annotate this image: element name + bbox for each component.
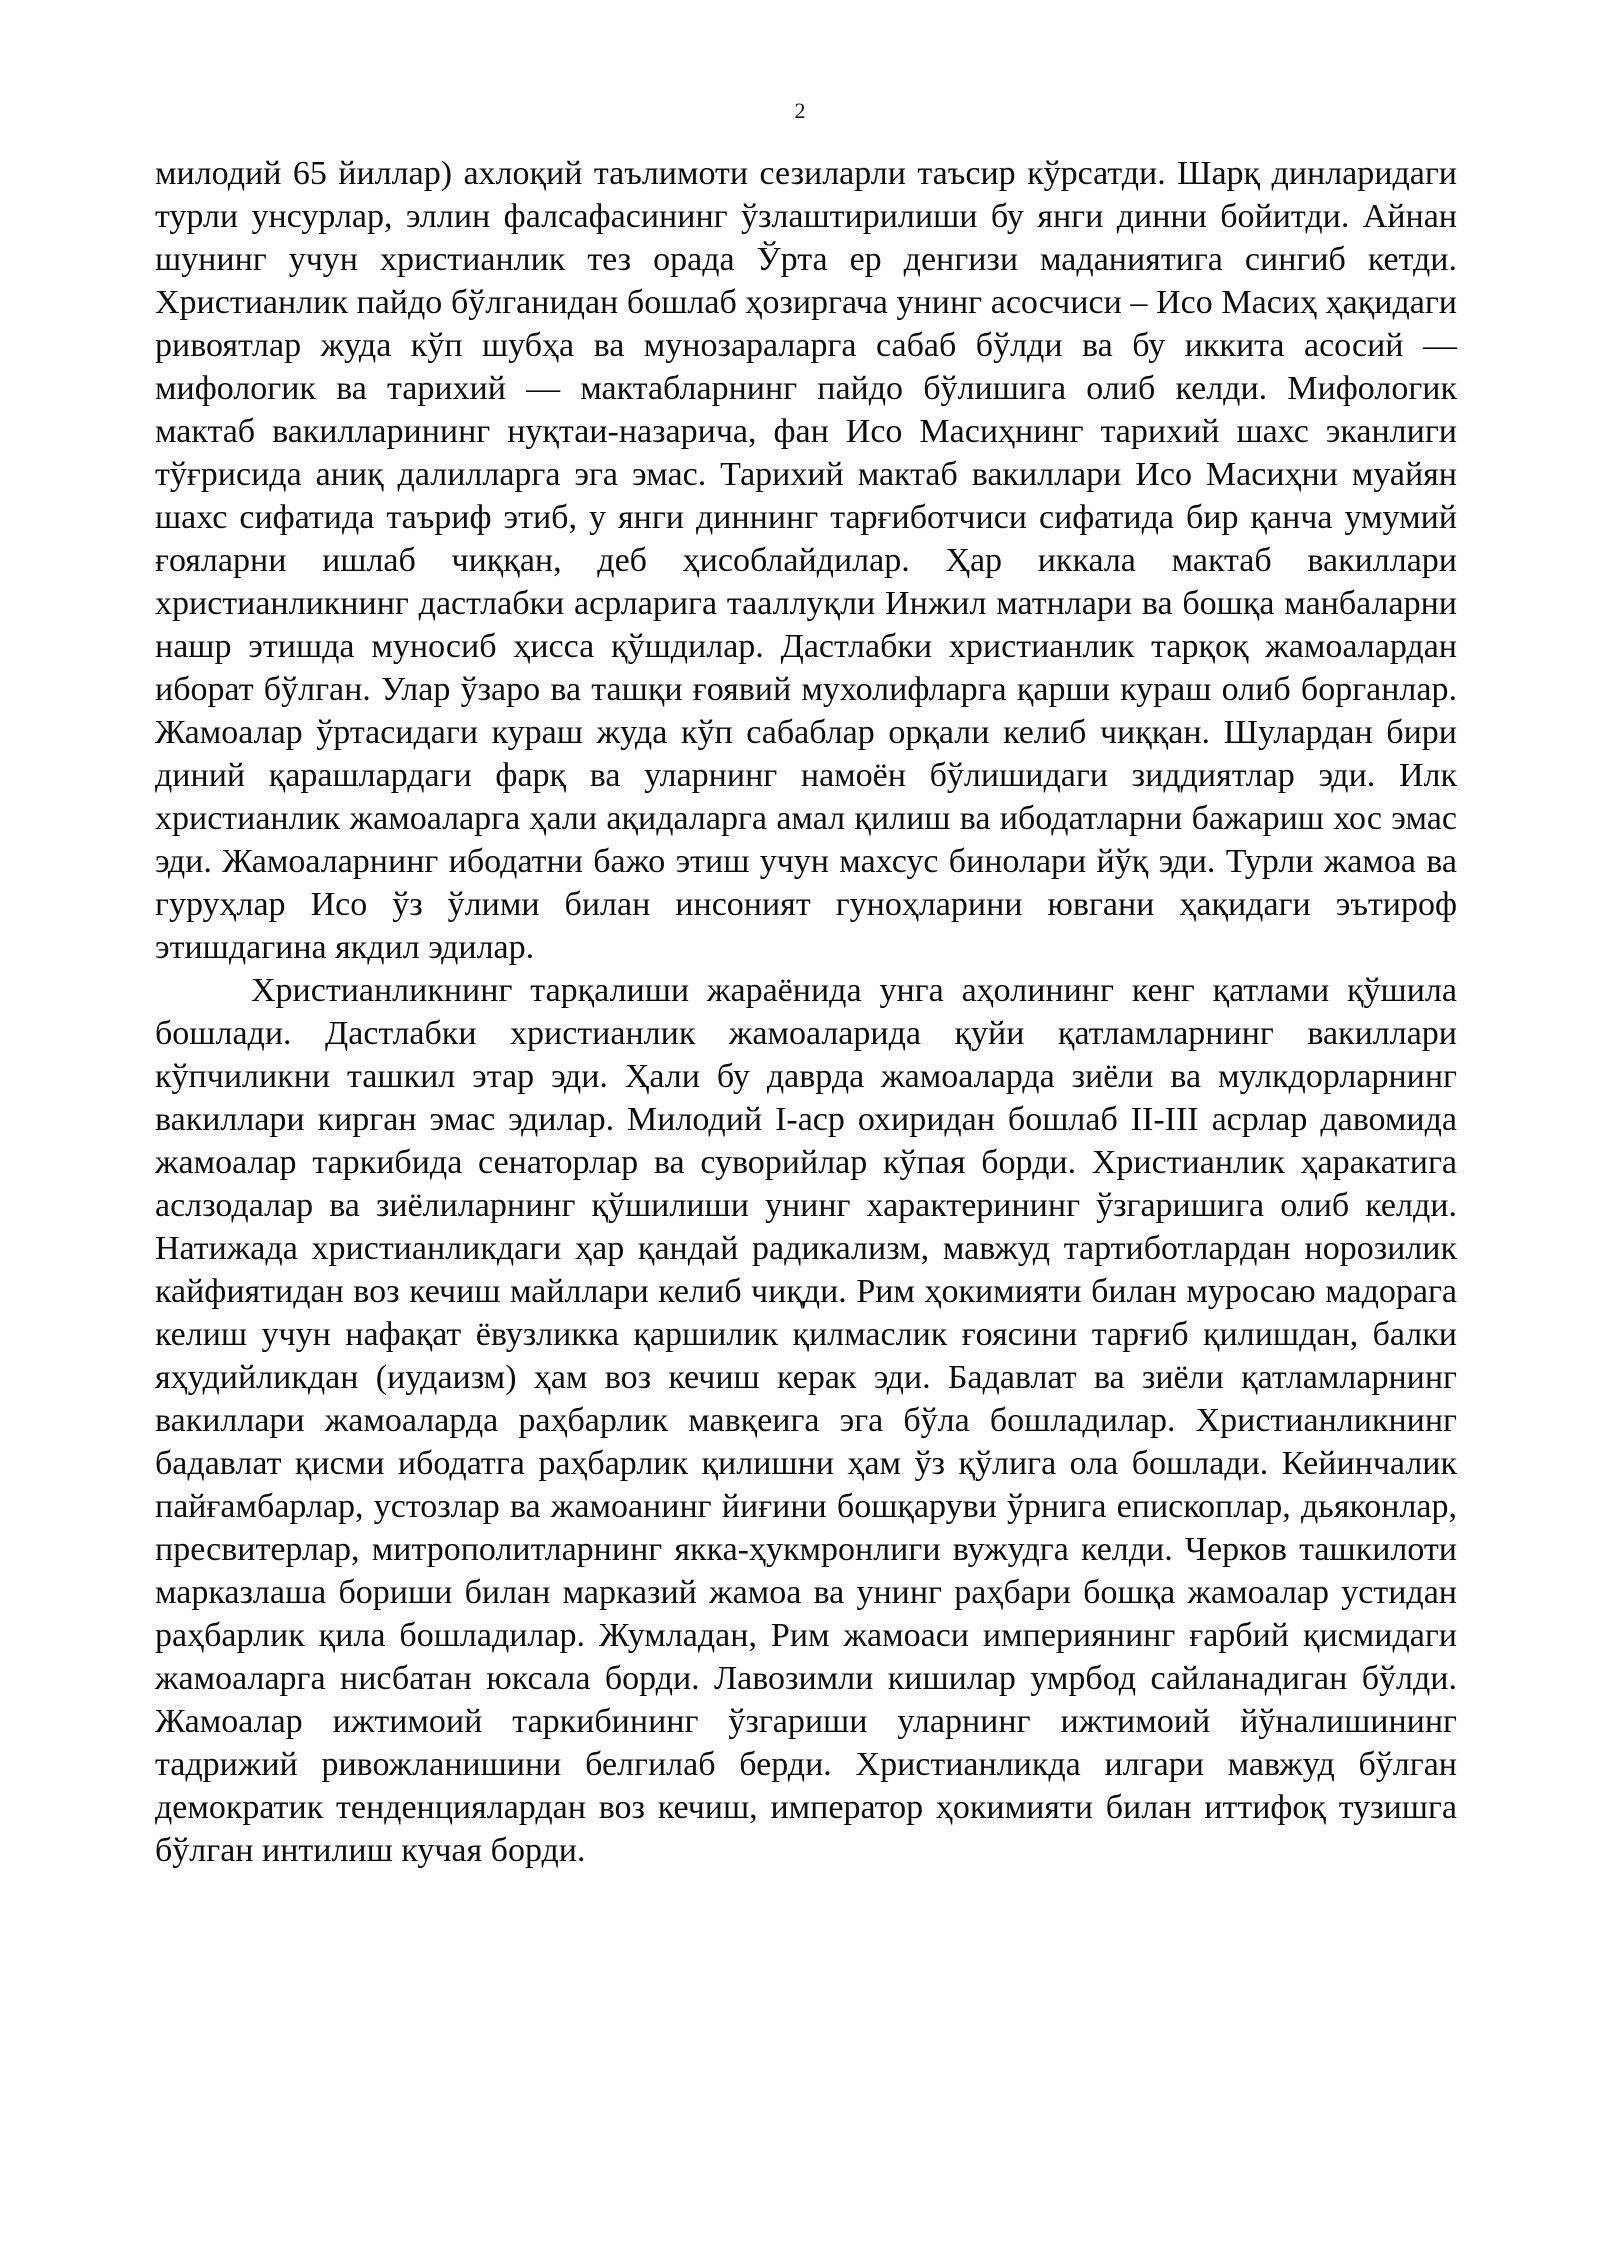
paragraph-1: милодий 65 йиллар) ахлоқий таълимоти сезиларли таъсир кўрсатди. Шарқ динларидаги турли унсурлар, эллин фалсафасининг ўзлаштирилиши бу янги динни бойитди. Айнан шунинг учун христианлик тез орада Ўрта ер денгизи маданиятига сингиб кетди. Христианлик пайдо бўлганидан бошлаб ҳозиргача унинг асосчиси – Исо Масиҳ ҳақидаги ривоятлар жуда кўп шубҳа ва мунозараларга сабаб бўлди ва бу иккита асосий — мифологик ва тарихий — мактабларнинг пайдо бўлишига олиб келди. Мифологик мактаб вакилларининг нуқтаи-назарича, фан Исо Масиҳнинг тарихий шахс эканлиги тўғрисида аниқ далилларга эга эмас. Тарихий мактаб вакиллари Исо Масиҳни муайян шахс сифатида таъриф этиб, у янги диннинг тарғиботчиси сифатида бир қанча умумий ғояларни ишлаб чиққан, деб ҳисоблайдилар. Ҳар иккала мактаб вакиллари христианликнинг дастлабки асрларига тааллуқли Инжил матнлари ва бошқа манбаларни нашр этишда муносиб ҳисса қўшдилар. Дастлабки христианлик тарқоқ жамоалардан иборат бўлган. Улар ўзаро ва ташқи ғоявий мухолифларга қарши кураш олиб борганлар. Жамоалар ўртасидаги кураш жуда кўп сабаблар орқали келиб чиққан. Шулардан бири диний қарашлардаги фарқ ва уларнинг намоён бўлишидаги зиддиятлар эди. Илк христианлик жамоаларга ҳали ақидаларга амал қилиш ва ибодатларни бажариш хос эмас эди. Жамоаларнинг ибодатни бажо этиш учун махсус бинолари йўқ эди. Турли жамоа ва гуруҳлар Исо ўз ўлими билан инсоният гуноҳларини ювгани ҳақидаги эътироф этишдагина якдил эдилар. xyxy=(155,155,1457,966)
page-number: 2 xyxy=(794,98,806,123)
paragraph-2: Христианликнинг тарқалиши жараёнида унга аҳолининг кенг қатлами қўшила бошлади. Дастлабки христианлик жамоаларида қуйи қатламларнинг вакиллари кўпчиликни ташкил этар эди. Ҳали бу даврда жамоаларда зиёли ва мулкдорларнинг вакиллари кирган эмас эдилар. Милодий I-аср охиридан бошлаб II-III асрлар давомида жамоалар таркибида сенаторлар ва суворийлар кўпая борди. Христианлик ҳаракатига аслзодалар ва зиёлиларнинг қўшилиши унинг характерининг ўзгаришига олиб келди. Натижада христианликдаги ҳар қандай радикализм, мавжуд тартиботлардан норозилик кайфиятидан воз кечиш майллари келиб чиқди. Рим ҳокимияти билан муросаю мадорага келиш учун нафақат ёвузликка қаршилик қилмаслик ғоясини тарғиб қилишдан, балки яҳудийликдан (иудаизм) ҳам воз кечиш керак эди. Бадавлат ва зиёли қатламларнинг вакиллари жамоаларда раҳбарлик мавқеига эга бўла бошладилар. Христианликнинг бадавлат қисми ибодатга раҳбарлик қилишни ҳам ўз қўлига ола бошлади. Кейинчалик пайғамбарлар, устозлар ва жамоанинг йиғини бошқаруви ўрнига епископлар, дьяконлар, пресвитерлар, митрополитларнинг якка-ҳукмронлиги вужудга келди. Черков ташкилоти марказлаша бориши билан марказий жамоа ва унинг раҳбари бошқа жамоалар устидан раҳбарлик қила бошладилар. Жумладан, Рим жамоаси империянинг ғарбий қисмидаги жамоаларга нисбатан юксала борди. Лавозимли кишилар умрбод сайланадиган бўлди. Жамоалар ижтимоий таркибининг ўзгариши уларнинг ижтимоий йўналишининг тадрижий ривожланишини белгилаб берди. Христианликда илгари мавжуд бўлган демократик тенденциялардан воз кечиш, император ҳокимияти билан иттифоқ тузишга бўлган интилиш кучая борди. xyxy=(155,972,1457,1869)
body-text xyxy=(155,152,1457,1872)
